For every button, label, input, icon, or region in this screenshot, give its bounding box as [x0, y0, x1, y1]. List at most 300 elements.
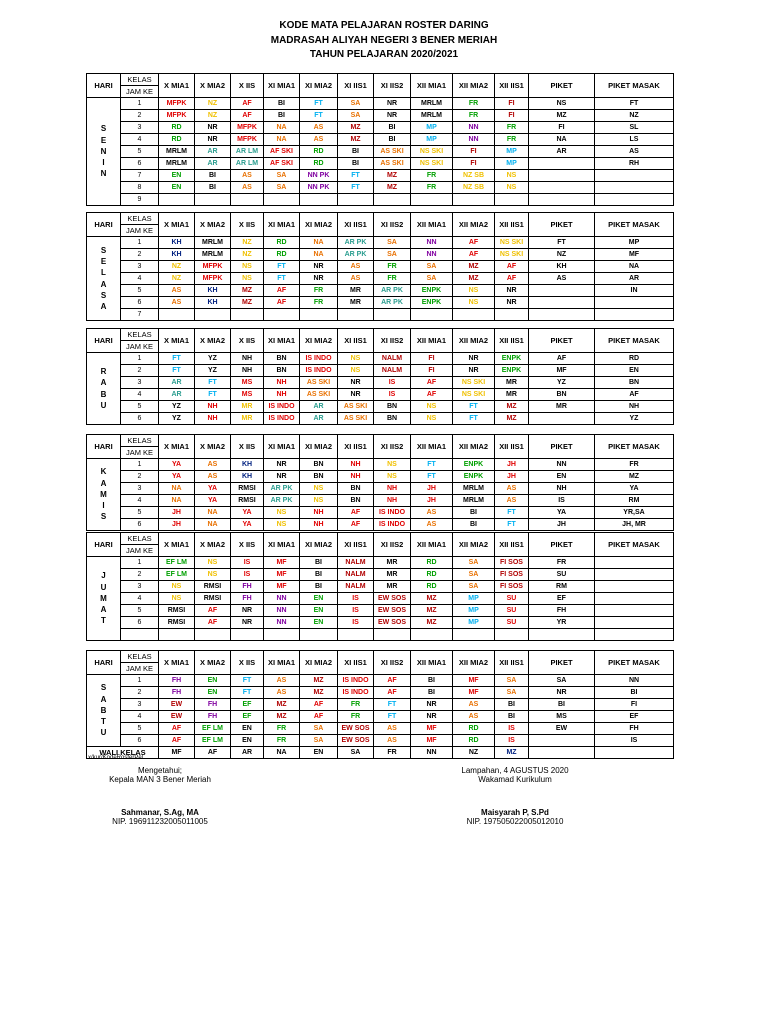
header-piket: PIKET: [529, 329, 595, 353]
schedule-cell: EN: [595, 365, 674, 377]
schedule-cell: BI: [195, 182, 231, 194]
schedule-cell: AS SKI: [374, 158, 411, 170]
schedule-cell: KH: [159, 249, 195, 261]
table-row: [87, 699, 674, 711]
schedule-cell: NH: [300, 507, 338, 519]
header-xii-iis1: XII IIS1: [495, 213, 529, 237]
schedule-cell: IN: [595, 285, 674, 297]
schedule-cell: YZ: [159, 413, 195, 425]
schedule-cell: ENPK: [495, 353, 529, 365]
schedule-cell: FI SOS: [495, 557, 529, 569]
schedule-cell: BI: [453, 519, 495, 531]
header-xi-iis2: XI IIS2: [374, 213, 411, 237]
schedule-cell: EN: [231, 723, 264, 735]
header-xi-iis1: XI IIS1: [338, 533, 374, 557]
schedule-cell: NN: [264, 617, 300, 629]
schedule-cell: RMSI: [231, 495, 264, 507]
schedule-cell: SU: [495, 605, 529, 617]
table-row: [87, 519, 674, 531]
schedule-cell: KH: [195, 297, 231, 309]
schedule-cell: NH: [595, 401, 674, 413]
table-row: [87, 122, 674, 134]
header-hari: HARI: [87, 533, 121, 557]
wali-kelas-cell: AF: [195, 747, 231, 759]
roster-table-day-5: [86, 532, 674, 641]
schedule-cell: NR: [300, 261, 338, 273]
schedule-cell: AS: [231, 170, 264, 182]
jam-ke-cell: 4: [121, 134, 159, 146]
schedule-cell: NZ: [195, 98, 231, 110]
header-x-mia1: X MIA1: [159, 533, 195, 557]
schedule-cell: MZ: [495, 413, 529, 425]
header-xi-iis1: XI IIS1: [338, 329, 374, 353]
schedule-cell: FR: [411, 182, 453, 194]
schedule-cell: MR: [374, 569, 411, 581]
schedule-cell: IS: [495, 723, 529, 735]
schedule-cell: [529, 182, 595, 194]
schedule-cell: NALM: [374, 365, 411, 377]
schedule-cell: EN: [195, 675, 231, 687]
table-row: [87, 146, 674, 158]
schedule-cell: AR PK: [374, 297, 411, 309]
header-piket: PIKET: [529, 533, 595, 557]
schedule-cell: FI: [595, 699, 674, 711]
title-line-2: MADRASAH ALIYAH NEGERI 3 BENER MERIAH: [270, 35, 498, 46]
schedule-cell: AR LM: [231, 146, 264, 158]
header-xii-mia1: XII MIA1: [411, 651, 453, 675]
schedule-cell: EN: [159, 170, 195, 182]
schedule-cell: [595, 605, 674, 617]
schedule-cell: NH: [231, 365, 264, 377]
schedule-cell: EF: [595, 711, 674, 723]
schedule-cell: AS: [231, 182, 264, 194]
schedule-cell: FR: [411, 170, 453, 182]
schedule-cell: AR PK: [338, 237, 374, 249]
schedule-cell: [264, 309, 300, 321]
schedule-cell: NS: [338, 353, 374, 365]
right-signer: [440, 808, 590, 826]
schedule-cell: FR: [374, 273, 411, 285]
schedule-cell: FT: [264, 273, 300, 285]
left-signer-nip: NIP. 196911232005011005: [112, 817, 208, 826]
schedule-cell: IS INDO: [300, 365, 338, 377]
schedule-cell: [529, 158, 595, 170]
header-xi-iis2: XI IIS2: [374, 74, 411, 98]
schedule-cell: MR: [231, 401, 264, 413]
schedule-cell: MZ: [374, 170, 411, 182]
header-xii-iis1: XII IIS1: [495, 533, 529, 557]
schedule-cell: MRLM: [159, 146, 195, 158]
schedule-cell: IS INDO: [374, 507, 411, 519]
schedule-cell: AF: [231, 110, 264, 122]
schedule-cell: [453, 629, 495, 641]
schedule-cell: NA: [159, 495, 195, 507]
schedule-cell: MP: [495, 158, 529, 170]
schedule-cell: AS SKI: [338, 413, 374, 425]
schedule-cell: EW SOS: [374, 617, 411, 629]
schedule-cell: [338, 194, 374, 206]
day-name: S E N I N: [87, 98, 121, 206]
schedule-cell: EF LM: [159, 557, 195, 569]
schedule-cell: SA: [411, 273, 453, 285]
schedule-cell: AF: [338, 519, 374, 531]
schedule-cell: NA: [264, 134, 300, 146]
schedule-cell: MF: [264, 581, 300, 593]
schedule-cell: RM: [595, 495, 674, 507]
schedule-cell: FI: [529, 122, 595, 134]
jam-ke-cell: 2: [121, 249, 159, 261]
schedule-cell: JH, MR: [595, 519, 674, 531]
schedule-cell: JH: [411, 495, 453, 507]
header-piket-masak: PIKET MASAK: [595, 435, 674, 459]
schedule-cell: YZ: [195, 353, 231, 365]
schedule-cell: FT: [300, 98, 338, 110]
schedule-cell: FR: [595, 459, 674, 471]
roster-table-day-3: [86, 328, 674, 425]
schedule-cell: AS: [529, 273, 595, 285]
schedule-cell: SA: [338, 110, 374, 122]
schedule-cell: FT: [159, 353, 195, 365]
schedule-cell: AF: [453, 237, 495, 249]
schedule-cell: AF: [453, 249, 495, 261]
schedule-cell: NR: [231, 617, 264, 629]
schedule-cell: NH: [195, 401, 231, 413]
schedule-cell: MZ: [338, 134, 374, 146]
schedule-cell: SA: [411, 261, 453, 273]
header-piket-masak: PIKET MASAK: [595, 533, 674, 557]
schedule-cell: MRLM: [453, 483, 495, 495]
schedule-cell: NS: [411, 413, 453, 425]
schedule-cell: MR: [529, 401, 595, 413]
table-row: [87, 723, 674, 735]
schedule-cell: BI: [338, 158, 374, 170]
schedule-cell: NH: [529, 483, 595, 495]
header-xi-mia2: XI MIA2: [300, 533, 338, 557]
right-signer-name: Maisyarah P, S.Pd: [481, 808, 549, 817]
schedule-cell: MP: [453, 593, 495, 605]
schedule-cell: NN: [264, 593, 300, 605]
schedule-cell: [264, 194, 300, 206]
header-x-mia1: X MIA1: [159, 651, 195, 675]
schedule-cell: EN: [300, 617, 338, 629]
jam-ke-cell: 4: [121, 273, 159, 285]
schedule-cell: NH: [338, 471, 374, 483]
schedule-cell: EN: [300, 605, 338, 617]
jam-ke-cell: 2: [121, 365, 159, 377]
schedule-cell: [300, 309, 338, 321]
schedule-cell: NN: [411, 237, 453, 249]
title-line-3: TAHUN PELAJARAN 2020/2021: [309, 49, 459, 60]
schedule-cell: NS: [159, 581, 195, 593]
schedule-cell: FH: [595, 723, 674, 735]
header-xii-mia1: XII MIA1: [411, 213, 453, 237]
day-name: R A B U: [87, 353, 121, 425]
schedule-cell: RD: [411, 569, 453, 581]
title-line-1: KODE MATA PELAJARAN ROSTER DARING: [279, 20, 489, 31]
schedule-cell: MR: [338, 285, 374, 297]
schedule-cell: IS INDO: [374, 519, 411, 531]
schedule-cell: MR: [495, 377, 529, 389]
header-xii-mia2: XII MIA2: [453, 435, 495, 459]
schedule-cell: MS: [231, 389, 264, 401]
schedule-cell: IS INDO: [264, 413, 300, 425]
schedule-cell: FI: [453, 158, 495, 170]
header-xi-iis2: XI IIS2: [374, 651, 411, 675]
header-xi-mia2: XI MIA2: [300, 74, 338, 98]
schedule-cell: NS: [374, 459, 411, 471]
schedule-cell: [595, 557, 674, 569]
header-xii-mia2: XII MIA2: [453, 74, 495, 98]
schedule-cell: AF: [195, 617, 231, 629]
schedule-cell: AR: [595, 273, 674, 285]
left-signature-block: [100, 766, 220, 784]
schedule-cell: [264, 629, 300, 641]
schedule-cell: MRLM: [453, 495, 495, 507]
schedule-cell: MF: [411, 735, 453, 747]
header-piket: PIKET: [529, 435, 595, 459]
header-x-iis: X IIS: [231, 74, 264, 98]
header-x-iis: X IIS: [231, 435, 264, 459]
schedule-cell: AS: [300, 122, 338, 134]
schedule-cell: MF: [453, 675, 495, 687]
schedule-cell: MZ: [338, 122, 374, 134]
header-piket-masak: PIKET MASAK: [595, 651, 674, 675]
schedule-cell: NN: [529, 459, 595, 471]
schedule-cell: NH: [338, 459, 374, 471]
schedule-cell: AR: [300, 413, 338, 425]
header-hari: HARI: [87, 74, 121, 98]
schedule-cell: JH: [495, 471, 529, 483]
schedule-cell: NS: [264, 507, 300, 519]
schedule-cell: YZ: [195, 365, 231, 377]
schedule-cell: FT: [453, 401, 495, 413]
header-piket: PIKET: [529, 213, 595, 237]
schedule-cell: BN: [338, 495, 374, 507]
schedule-cell: [411, 309, 453, 321]
schedule-cell: EF: [231, 699, 264, 711]
schedule-cell: FH: [231, 593, 264, 605]
schedule-cell: YZ: [529, 377, 595, 389]
header-kelas: KELAS: [121, 435, 159, 447]
schedule-cell: BI: [595, 687, 674, 699]
schedule-cell: AF: [374, 687, 411, 699]
schedule-cell: [529, 735, 595, 747]
schedule-cell: BN: [374, 413, 411, 425]
schedule-cell: AS: [495, 495, 529, 507]
wali-kelas-cell: NA: [264, 747, 300, 759]
schedule-cell: FR: [495, 134, 529, 146]
schedule-cell: NA: [595, 261, 674, 273]
wali-kelas-cell: EN: [300, 747, 338, 759]
schedule-cell: NA: [300, 249, 338, 261]
schedule-cell: NA: [195, 519, 231, 531]
schedule-cell: AR LM: [231, 158, 264, 170]
schedule-cell: AS: [159, 285, 195, 297]
schedule-cell: RD: [300, 146, 338, 158]
schedule-cell: NR: [264, 471, 300, 483]
schedule-cell: FH: [159, 675, 195, 687]
schedule-cell: NALM: [338, 581, 374, 593]
schedule-cell: FR: [374, 261, 411, 273]
schedule-cell: MZ: [595, 471, 674, 483]
schedule-cell: EF: [231, 711, 264, 723]
schedule-cell: SU: [529, 569, 595, 581]
schedule-cell: FT: [411, 459, 453, 471]
schedule-cell: NZ: [231, 237, 264, 249]
schedule-cell: RH: [595, 158, 674, 170]
jam-ke-cell: 1: [121, 237, 159, 249]
schedule-cell: FT: [495, 507, 529, 519]
schedule-cell: MR: [374, 557, 411, 569]
schedule-cell: NR: [374, 98, 411, 110]
header-hari: HARI: [87, 329, 121, 353]
schedule-cell: NS: [231, 261, 264, 273]
schedule-cell: IS: [374, 377, 411, 389]
schedule-cell: MF: [411, 723, 453, 735]
schedule-cell: NZ: [159, 273, 195, 285]
schedule-cell: NR: [264, 459, 300, 471]
schedule-cell: NR: [195, 134, 231, 146]
schedule-cell: [338, 309, 374, 321]
table-row: [87, 110, 674, 122]
schedule-cell: NH: [195, 413, 231, 425]
schedule-cell: RMSI: [159, 605, 195, 617]
day-name: J U M A T: [87, 557, 121, 641]
schedule-cell: BI: [374, 122, 411, 134]
table-row: [87, 581, 674, 593]
schedule-cell: MR: [231, 413, 264, 425]
schedule-cell: [231, 629, 264, 641]
table-row: [87, 495, 674, 507]
table-row: [87, 353, 674, 365]
header-piket-masak: PIKET MASAK: [595, 213, 674, 237]
schedule-cell: MFPK: [159, 98, 195, 110]
table-row: [87, 675, 674, 687]
schedule-cell: BI: [195, 170, 231, 182]
table-row: [87, 249, 674, 261]
wali-kelas-cell: NZ: [453, 747, 495, 759]
header-xi-mia1: XI MIA1: [264, 533, 300, 557]
header-xii-iis1: XII IIS1: [495, 329, 529, 353]
schedule-cell: AS: [411, 519, 453, 531]
header-xii-mia1: XII MIA1: [411, 74, 453, 98]
schedule-cell: [529, 170, 595, 182]
header-x-mia1: X MIA1: [159, 435, 195, 459]
schedule-cell: JH: [495, 459, 529, 471]
left-signer: [100, 808, 220, 826]
jam-ke-cell: 6: [121, 735, 159, 747]
schedule-cell: [300, 629, 338, 641]
header-hari: HARI: [87, 651, 121, 675]
header-kelas: KELAS: [121, 213, 159, 225]
schedule-cell: AF: [595, 389, 674, 401]
schedule-cell: MZ: [264, 699, 300, 711]
header-xi-mia1: XI MIA1: [264, 213, 300, 237]
schedule-cell: AF: [529, 353, 595, 365]
day-name: S E L A S A: [87, 237, 121, 321]
schedule-cell: ENPK: [453, 471, 495, 483]
jam-ke-cell: 3: [121, 483, 159, 495]
schedule-cell: FT: [338, 182, 374, 194]
schedule-cell: [231, 309, 264, 321]
schedule-cell: YR: [529, 617, 595, 629]
header-kelas: KELAS: [121, 329, 159, 341]
schedule-cell: RD: [411, 557, 453, 569]
jam-ke-cell: 1: [121, 557, 159, 569]
schedule-cell: FT: [195, 377, 231, 389]
schedule-cell: AF: [300, 711, 338, 723]
schedule-cell: [411, 629, 453, 641]
schedule-cell: IS: [231, 557, 264, 569]
jam-ke-cell: 6: [121, 158, 159, 170]
schedule-cell: [374, 629, 411, 641]
schedule-cell: MF: [264, 557, 300, 569]
schedule-cell: EW: [159, 711, 195, 723]
schedule-cell: MZ: [411, 605, 453, 617]
schedule-cell: [529, 194, 595, 206]
schedule-cell: MRLM: [159, 158, 195, 170]
header-x-mia2: X MIA2: [195, 74, 231, 98]
header-x-mia2: X MIA2: [195, 213, 231, 237]
schedule-cell: FI: [411, 365, 453, 377]
schedule-cell: BI: [264, 98, 300, 110]
header-x-mia1: X MIA1: [159, 213, 195, 237]
schedule-cell: YA: [595, 483, 674, 495]
header-xii-iis1: XII IIS1: [495, 435, 529, 459]
schedule-cell: NS: [195, 569, 231, 581]
schedule-cell: MF: [264, 569, 300, 581]
header-jam-ke: JAM KE: [121, 447, 159, 459]
table-row: [87, 471, 674, 483]
header-x-iis: X IIS: [231, 329, 264, 353]
schedule-cell: FT: [159, 365, 195, 377]
table-row: [87, 413, 674, 425]
schedule-cell: EF LM: [195, 735, 231, 747]
schedule-cell: [159, 309, 195, 321]
schedule-cell: MF: [453, 687, 495, 699]
schedule-cell: NALM: [338, 557, 374, 569]
table-row: [87, 605, 674, 617]
table-row: [87, 557, 674, 569]
header-kelas: KELAS: [121, 651, 159, 663]
schedule-cell: MZ: [411, 617, 453, 629]
table-row: [87, 569, 674, 581]
schedule-cell: RMSI: [195, 581, 231, 593]
schedule-cell: MP: [453, 605, 495, 617]
schedule-cell: BN: [338, 483, 374, 495]
schedule-cell: MP: [411, 134, 453, 146]
table-row: [87, 98, 674, 110]
schedule-cell: AS: [453, 711, 495, 723]
schedule-cell: EF LM: [159, 569, 195, 581]
schedule-cell: SA: [453, 557, 495, 569]
schedule-cell: RMSI: [159, 617, 195, 629]
schedule-cell: NZ: [595, 110, 674, 122]
jam-ke-cell: 2: [121, 569, 159, 581]
jam-ke-cell: 4: [121, 711, 159, 723]
wali-kelas-cell: AR: [231, 747, 264, 759]
schedule-cell: YA: [159, 459, 195, 471]
header-xi-mia1: XI MIA1: [264, 651, 300, 675]
jam-ke-cell: 7: [121, 309, 159, 321]
schedule-cell: MZ: [529, 110, 595, 122]
schedule-cell: NA: [159, 483, 195, 495]
header-xii-mia2: XII MIA2: [453, 213, 495, 237]
header-xi-mia2: XI MIA2: [300, 435, 338, 459]
schedule-cell: JH: [411, 483, 453, 495]
schedule-cell: SA: [495, 675, 529, 687]
header-hari: HARI: [87, 435, 121, 459]
